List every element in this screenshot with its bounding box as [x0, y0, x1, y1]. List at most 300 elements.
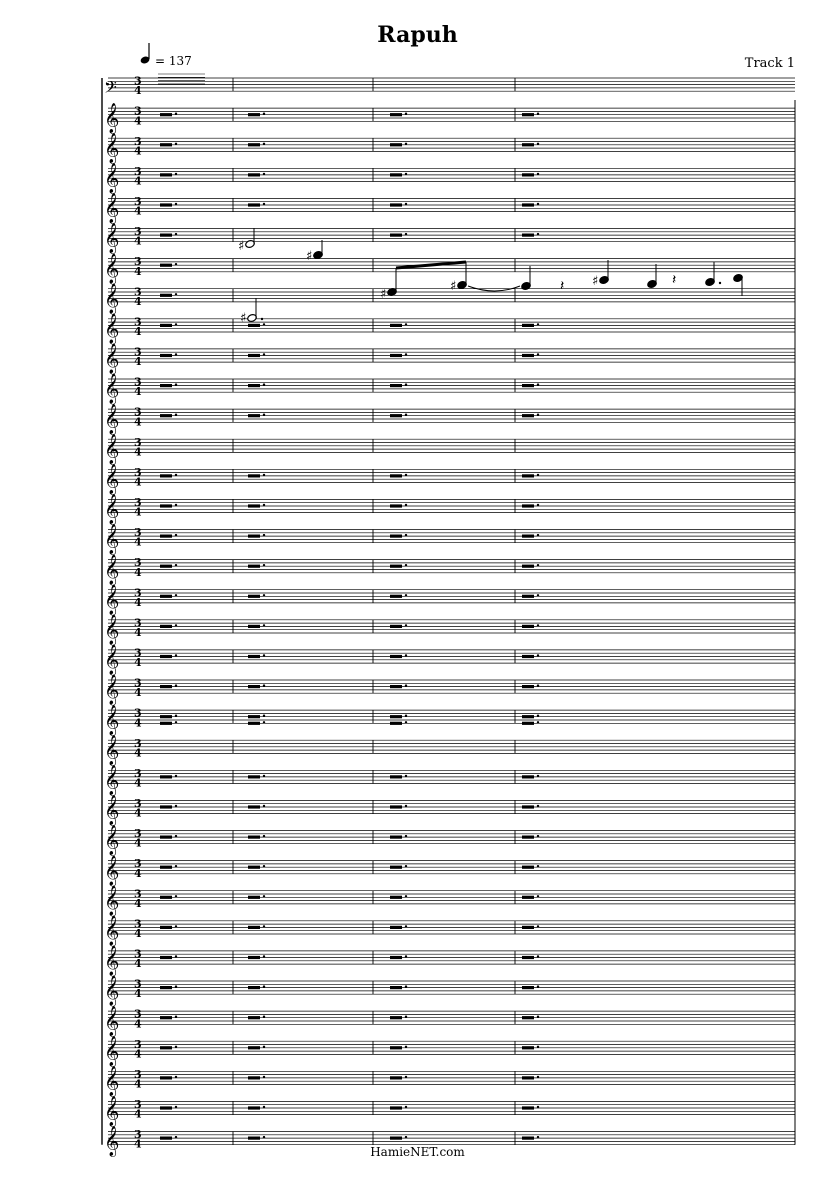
rest-dot [263, 624, 265, 626]
notes-layer [238, 228, 743, 326]
score-title: Rapuh [377, 22, 458, 48]
staff-16 [104, 524, 795, 556]
rest-mark [160, 1106, 172, 1109]
treble-clef-icon: 𝄞 [104, 735, 120, 766]
treble-clef-icon: 𝄞 [104, 1036, 120, 1067]
treble-clef-icon: 𝄞 [104, 1126, 120, 1157]
rest-dot [263, 474, 265, 476]
rest-mark [248, 986, 260, 989]
sharp-icon: ♯ [592, 274, 599, 289]
rest-mark [522, 113, 534, 116]
staff-3 [104, 132, 795, 164]
rest-mark [522, 866, 534, 869]
rest-dot [175, 233, 177, 235]
rest-dot [405, 1076, 407, 1078]
rest-dot [537, 474, 539, 476]
rest-dot [175, 534, 177, 536]
rest-mark [160, 685, 172, 688]
rest-dot [263, 895, 265, 897]
rest-mark [390, 1076, 402, 1079]
time-signature-top: 3 [134, 315, 142, 329]
rest-dot [175, 1106, 177, 1108]
rest-mark [390, 926, 402, 929]
rest-mark [522, 1106, 534, 1109]
rest-mark [248, 956, 260, 959]
rest-dot [405, 323, 407, 325]
treble-clef-icon: 𝄞 [104, 163, 120, 194]
rest-dot [537, 1046, 539, 1048]
time-signature-bottom: 4 [134, 927, 142, 940]
rest-dot [405, 684, 407, 686]
rest-dot [405, 654, 407, 656]
sharp-icon: ♯ [306, 249, 313, 264]
treble-clef-icon: 𝄞 [104, 615, 120, 645]
rest-mark [522, 414, 534, 417]
time-signature-top: 3 [134, 766, 142, 780]
rest-dot [175, 323, 177, 325]
rest-mark [248, 805, 260, 808]
time-signature-bottom: 4 [134, 746, 142, 760]
time-signature-bottom: 4 [134, 866, 142, 880]
rest-dot [405, 1136, 407, 1138]
staff-9 [104, 313, 795, 345]
rest-mark [390, 685, 402, 688]
rest-dot [405, 865, 407, 867]
staff-20 [104, 644, 795, 676]
rest-dot [175, 504, 177, 506]
rest-mark [248, 1106, 260, 1109]
staff-14 [104, 464, 795, 496]
treble-clef-icon: 𝄞 [104, 283, 120, 314]
treble-clef-icon: 𝄞 [104, 494, 120, 525]
rest-dot [537, 715, 539, 717]
rest-mark [522, 926, 534, 929]
staff-25 [104, 795, 795, 827]
rest-dot [175, 955, 177, 957]
rest-mark [522, 565, 534, 568]
rest-dot [405, 233, 407, 235]
rest-dot [263, 203, 265, 205]
rest-dot [263, 173, 265, 175]
staff-15 [104, 494, 795, 526]
rest-mark [160, 1137, 172, 1140]
staff-24 [104, 765, 795, 797]
time-signature-top: 3 [134, 285, 142, 299]
time-signature-bottom: 4 [134, 204, 142, 218]
rest-mark [160, 234, 172, 237]
rest-mark [522, 354, 534, 357]
quarter-rest-icon: 𝄽 [672, 272, 677, 288]
rest-mark [248, 414, 260, 417]
rest-mark [390, 775, 402, 778]
rest-mark [160, 535, 172, 538]
time-signature-top: 3 [134, 947, 142, 961]
rest-mark [248, 354, 260, 357]
rest-dot [263, 534, 265, 536]
rest-dot [263, 684, 265, 686]
rest-mark [160, 203, 172, 206]
rest-mark [160, 926, 172, 929]
rest-mark [248, 896, 260, 899]
rest-mark [390, 504, 402, 507]
time-signature-top: 3 [134, 706, 142, 720]
time-signature-bottom: 4 [134, 114, 142, 128]
rest-mark [390, 143, 402, 146]
quarter-rest-icon: 𝄽 [560, 278, 565, 294]
rest-mark [248, 324, 260, 327]
rest-dot [175, 654, 177, 656]
rest-mark [160, 264, 172, 267]
time-signature-top: 3 [134, 616, 142, 630]
rest-dot [405, 1016, 407, 1018]
rest-dot [405, 353, 407, 355]
treble-clef-icon: 𝄞 [104, 825, 120, 856]
rest-dot [175, 835, 177, 837]
rest-mark [160, 896, 172, 899]
rest-mark [390, 565, 402, 568]
rest-mark [248, 926, 260, 929]
staff-27 [104, 855, 795, 887]
sharp-icon: ♯ [380, 287, 387, 302]
treble-clef-icon: 𝄞 [104, 946, 120, 977]
rest-dot [263, 323, 265, 325]
treble-clef-icon: 𝄞 [104, 795, 120, 826]
rest-dot [263, 985, 265, 987]
rest-mark [522, 775, 534, 778]
time-signature-bottom: 4 [134, 806, 142, 820]
rest-mark [390, 836, 402, 839]
rest-mark [522, 715, 534, 718]
time-signature-bottom: 4 [134, 1107, 142, 1121]
rest-mark [522, 1076, 534, 1079]
rest-dot [537, 624, 539, 626]
rest-mark [390, 1046, 402, 1049]
rest-mark [160, 625, 172, 628]
staff-35 [104, 1096, 795, 1128]
rest-mark [390, 474, 402, 477]
staff-22 [104, 704, 795, 736]
rest-mark [160, 956, 172, 959]
rest-dot [175, 383, 177, 385]
rest-mark [160, 836, 172, 839]
time-signature-top: 3 [134, 857, 142, 871]
treble-clef-icon: 𝄞 [104, 584, 120, 615]
time-signature-top: 3 [134, 255, 142, 269]
time-signature-bottom: 4 [134, 325, 142, 338]
rest-dot [263, 805, 265, 807]
time-signature-bottom: 4 [134, 896, 142, 910]
time-signature-top: 3 [134, 195, 142, 208]
rest-dot [263, 865, 265, 867]
rest-dot [175, 594, 177, 596]
rest-dot [537, 383, 539, 385]
rest-dot [175, 113, 177, 115]
rest-dot [537, 323, 539, 325]
staff-11 [104, 373, 795, 405]
rest-dot [537, 233, 539, 235]
time-signature-top: 3 [134, 797, 142, 810]
rest-mark [522, 384, 534, 387]
time-signature-top: 3 [134, 1007, 142, 1021]
rest-dot [175, 895, 177, 897]
rest-mark [248, 595, 260, 598]
rest-mark [390, 805, 402, 808]
rest-dot [263, 414, 265, 416]
rest-dot [405, 504, 407, 506]
rest-mark [390, 1106, 402, 1109]
staff-32 [104, 1005, 795, 1037]
time-signature-bottom: 4 [134, 957, 142, 971]
rest-mark [160, 565, 172, 568]
rest-mark [248, 625, 260, 628]
rest-mark [160, 324, 172, 327]
rest-dot [175, 1046, 177, 1048]
rest-mark [248, 203, 260, 206]
rest-dot [405, 143, 407, 145]
time-signature-top: 3 [134, 164, 142, 178]
rest-dot [263, 594, 265, 596]
rest-dot [175, 173, 177, 175]
treble-clef-icon: 𝄞 [104, 193, 120, 224]
rest-mark [160, 384, 172, 387]
rest-mark [160, 715, 172, 718]
rest-dot [537, 564, 539, 566]
rest-mark [522, 986, 534, 989]
rest-dot [537, 654, 539, 656]
track-label: Track 1 [744, 56, 795, 71]
rest-mark [522, 896, 534, 899]
rest-mark [248, 836, 260, 839]
treble-clef-icon: 𝄞 [104, 765, 120, 796]
rest-dot [175, 985, 177, 987]
staff-6 [104, 223, 795, 255]
staff-31 [104, 975, 795, 1007]
treble-clef-icon: 𝄞 [104, 1096, 120, 1127]
rest-dot [405, 985, 407, 987]
rest-mark [160, 1016, 172, 1019]
time-signature-top: 3 [134, 1067, 142, 1081]
treble-clef-icon: 𝄞 [104, 133, 120, 164]
rest-dot [263, 1046, 265, 1048]
rest-dot [175, 775, 177, 777]
time-signature-bottom: 4 [134, 776, 142, 790]
rest-dot [405, 203, 407, 205]
rest-dot [263, 353, 265, 355]
treble-clef-icon: 𝄞 [104, 705, 120, 736]
treble-clef-icon: 𝄞 [104, 1006, 120, 1037]
sharp-icon: ♯ [238, 239, 245, 254]
sharp-icon: ♯ [450, 279, 457, 294]
time-signature-bottom: 4 [134, 294, 142, 308]
rest-dot [405, 715, 407, 717]
time-signature-bottom: 4 [134, 264, 142, 278]
staff-4 [104, 163, 795, 195]
time-signature-bottom: 4 [134, 475, 142, 489]
staff-29 [104, 915, 795, 947]
rest-dot [537, 414, 539, 416]
rest-dot [263, 113, 265, 115]
rest-dot [537, 113, 539, 115]
rest-mark [522, 1137, 534, 1140]
rest-dot [405, 534, 407, 536]
time-signature-top: 3 [134, 917, 142, 931]
rest-mark [390, 535, 402, 538]
time-signature-top: 3 [134, 375, 142, 389]
rest-mark [522, 805, 534, 808]
staff-26 [104, 825, 795, 857]
rest-mark [248, 565, 260, 568]
staff-17 [104, 554, 795, 586]
rest-mark [390, 113, 402, 116]
staff-19 [104, 614, 795, 646]
time-signature-top: 3 [134, 736, 142, 750]
treble-clef-icon: 𝄞 [104, 103, 120, 134]
rest-dot [263, 383, 265, 385]
rest-mark [248, 715, 260, 718]
treble-clef-icon: 𝄞 [104, 554, 120, 585]
time-signature-top: 3 [134, 74, 142, 88]
rest-mark [248, 1137, 260, 1140]
rest-dot [263, 564, 265, 566]
rest-mark [390, 625, 402, 628]
rest-mark [522, 474, 534, 477]
rest-mark [160, 866, 172, 869]
rest-dot [175, 1076, 177, 1078]
rest-mark [390, 896, 402, 899]
rest-mark [160, 143, 172, 146]
time-signature-top: 3 [134, 586, 142, 600]
rest-mark [390, 324, 402, 327]
treble-clef-icon: 𝄞 [104, 524, 120, 555]
rest-dot [405, 805, 407, 807]
rest-dot [405, 775, 407, 777]
rest-mark [390, 655, 402, 658]
rest-mark [390, 986, 402, 989]
staff-34 [104, 1066, 795, 1098]
rest-dot [405, 624, 407, 626]
time-signature-top: 3 [134, 496, 142, 509]
rest-mark [160, 1076, 172, 1079]
rest-mark [160, 1046, 172, 1049]
time-signature-top: 3 [134, 104, 142, 118]
rest-dot [537, 835, 539, 837]
rest-mark [160, 775, 172, 778]
rest-mark [522, 173, 534, 176]
rest-dot [405, 1106, 407, 1108]
rest-dot [537, 203, 539, 205]
rest-dot [263, 1076, 265, 1078]
staff-1 [104, 74, 795, 101]
time-signature-bottom: 4 [134, 144, 142, 158]
rest-dot [175, 474, 177, 476]
rest-dot [537, 925, 539, 927]
time-signature-bottom: 4 [134, 626, 142, 639]
staff-28 [104, 885, 795, 917]
time-signature-bottom: 4 [134, 686, 142, 700]
time-signature-top: 3 [134, 345, 142, 359]
rest-dot [263, 775, 265, 777]
rest-dot [405, 474, 407, 476]
footer-credit: HamieNET.com [370, 1145, 465, 1159]
rest-dot [175, 1016, 177, 1018]
treble-clef-icon: 𝄞 [104, 976, 120, 1007]
treble-clef-icon: 𝄞 [104, 464, 120, 495]
time-signature-top: 3 [134, 225, 142, 239]
staff-12 [104, 403, 795, 435]
treble-clef-icon: 𝄞 [104, 855, 120, 886]
rest-mark [522, 324, 534, 327]
rest-mark [248, 173, 260, 176]
rest-mark [160, 354, 172, 357]
rest-dot [537, 775, 539, 777]
rest-mark [390, 414, 402, 417]
time-signature-top: 3 [134, 827, 142, 841]
time-signature-bottom: 4 [134, 565, 142, 579]
rest-dot [405, 113, 407, 115]
rest-mark [522, 143, 534, 146]
staff-18 [104, 584, 795, 616]
time-signature-bottom: 4 [134, 385, 142, 399]
rest-dot [537, 805, 539, 807]
rest-mark [160, 986, 172, 989]
rest-mark [160, 504, 172, 507]
rest-mark [522, 595, 534, 598]
treble-clef-icon: 𝄞 [104, 344, 120, 375]
rest-dot [175, 715, 177, 717]
rest-mark [522, 655, 534, 658]
time-signature-bottom: 4 [134, 1047, 142, 1061]
treble-clef-icon: 𝄞 [104, 253, 120, 284]
rest-dot [263, 955, 265, 957]
rest-dot [175, 1136, 177, 1138]
rest-mark [160, 173, 172, 176]
time-signature-top: 3 [134, 646, 142, 660]
rest-mark [160, 474, 172, 477]
rest-dot [175, 203, 177, 205]
rest-mark [522, 535, 534, 538]
rest-dot [175, 414, 177, 416]
rest-dot [263, 504, 265, 506]
rest-dot [537, 504, 539, 506]
rest-mark [160, 805, 172, 808]
rest-dot [537, 143, 539, 145]
rest-mark [248, 474, 260, 477]
rest-dot [263, 143, 265, 145]
staff-21 [104, 674, 795, 706]
rest-mark [522, 1046, 534, 1049]
time-signature-top: 3 [134, 1098, 142, 1111]
time-signature-bottom: 4 [134, 716, 142, 730]
rest-mark [390, 173, 402, 176]
rest-mark [248, 384, 260, 387]
treble-clef-icon: 𝄞 [104, 1066, 120, 1097]
rest-mark [522, 625, 534, 628]
rest-dot [537, 955, 539, 957]
time-signature-top: 3 [134, 1037, 142, 1051]
rest-dot [537, 895, 539, 897]
rest-mark [248, 535, 260, 538]
rest-dot [537, 1106, 539, 1108]
time-signature-bottom: 4 [134, 987, 142, 1001]
treble-clef-icon: 𝄞 [104, 404, 120, 435]
treble-clef-icon: 𝄞 [104, 675, 120, 706]
rest-dot [537, 534, 539, 536]
time-signature-bottom: 4 [134, 234, 142, 248]
rest-dot [175, 925, 177, 927]
time-signature-bottom: 4 [134, 84, 142, 98]
time-signature-bottom: 4 [134, 656, 142, 670]
rest-mark [248, 113, 260, 116]
